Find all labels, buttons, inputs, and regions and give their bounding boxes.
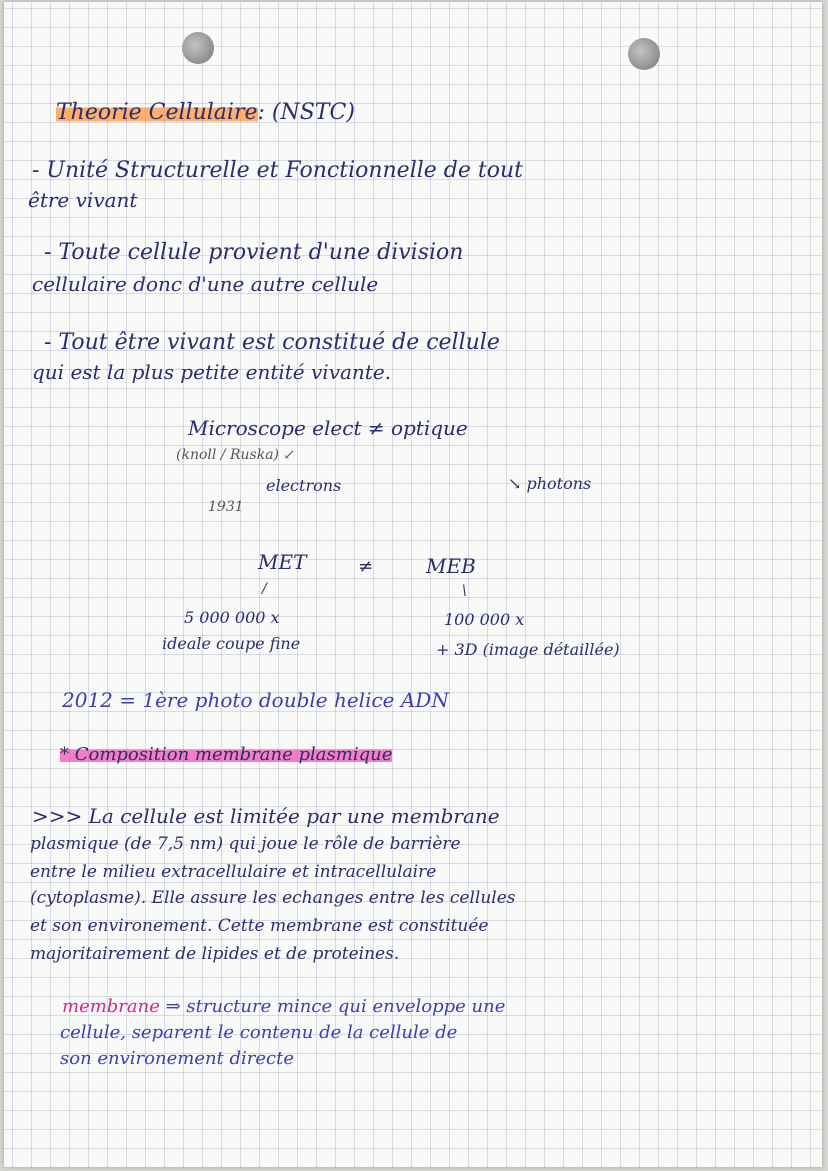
microscope-year: 1931 [208, 499, 244, 515]
meb-use: + 3D (image détaillée) [436, 640, 620, 659]
page-title [56, 102, 355, 124]
microscope-heading: Microscope elect ≠ optique [188, 416, 468, 440]
paragraph-line-2: plasmique (de 7,5 nm) qui joue le rôle de barrière [30, 834, 461, 854]
point-2-line-2: cellulaire donc d'une autre cellule [32, 272, 379, 296]
paragraph-line-3: entre le milieu extracellulaire et intracellulaire [30, 862, 437, 882]
point-1-line-1: - Unité Structurelle et Fonctionnelle de tout [32, 158, 523, 183]
year-2012-note: 2012 = 1ère photo double helice ADN [62, 688, 449, 712]
microscope-photons: ↘ photons [508, 474, 592, 493]
microscope-inventors: (knoll / Ruska) ↙ [176, 447, 296, 463]
point-1-line-2: être vivant [28, 188, 138, 212]
point-3-line-2: qui est la plus petite entité vivante. [32, 360, 392, 384]
paragraph-line-6: majoritairement de lipides et de proteines. [30, 944, 400, 964]
title-rest: : (NSTC) [257, 100, 355, 125]
punch-hole-left [182, 32, 214, 64]
point-2-line-1: - Toute cellule provient d'une division [44, 240, 464, 265]
title-highlight: Theorie Cellulaire [56, 100, 258, 125]
definition-term: membrane [62, 996, 160, 1017]
definition-line-3: son environement directe [60, 1048, 295, 1069]
section-title [60, 746, 392, 764]
paragraph-line-5: et son environement. Cette membrane est constituée [30, 916, 489, 936]
meb-label: MEB [426, 554, 476, 578]
definition-line-1 [62, 998, 505, 1016]
definition-line-1-rest: ⇒ structure mince qui enveloppe une [159, 996, 506, 1017]
neq-symbol: ≠ [358, 556, 374, 577]
microscope-electrons: electrons [266, 476, 342, 495]
met-zoom: 5 000 000 x [184, 608, 280, 627]
paragraph-line-1: >>> La cellule est limitée par une membrane [32, 804, 500, 828]
met-tick: / [262, 581, 267, 597]
paragraph-line-4: (cytoplasme). Elle assure les echanges entre les cellules [30, 888, 516, 908]
section-title-text: * Composition membrane plasmique [60, 744, 393, 765]
definition-line-2: cellule, separent le contenu de la cellule de [60, 1022, 458, 1043]
point-3-line-1: - Tout être vivant est constitué de cellule [44, 330, 500, 355]
meb-tick: \ [462, 583, 467, 599]
notebook-page [4, 2, 822, 1167]
met-label: MET [258, 550, 307, 574]
met-use: ideale coupe fine [162, 634, 301, 653]
punch-hole-right [628, 38, 660, 70]
meb-zoom: 100 000 x [444, 610, 525, 629]
